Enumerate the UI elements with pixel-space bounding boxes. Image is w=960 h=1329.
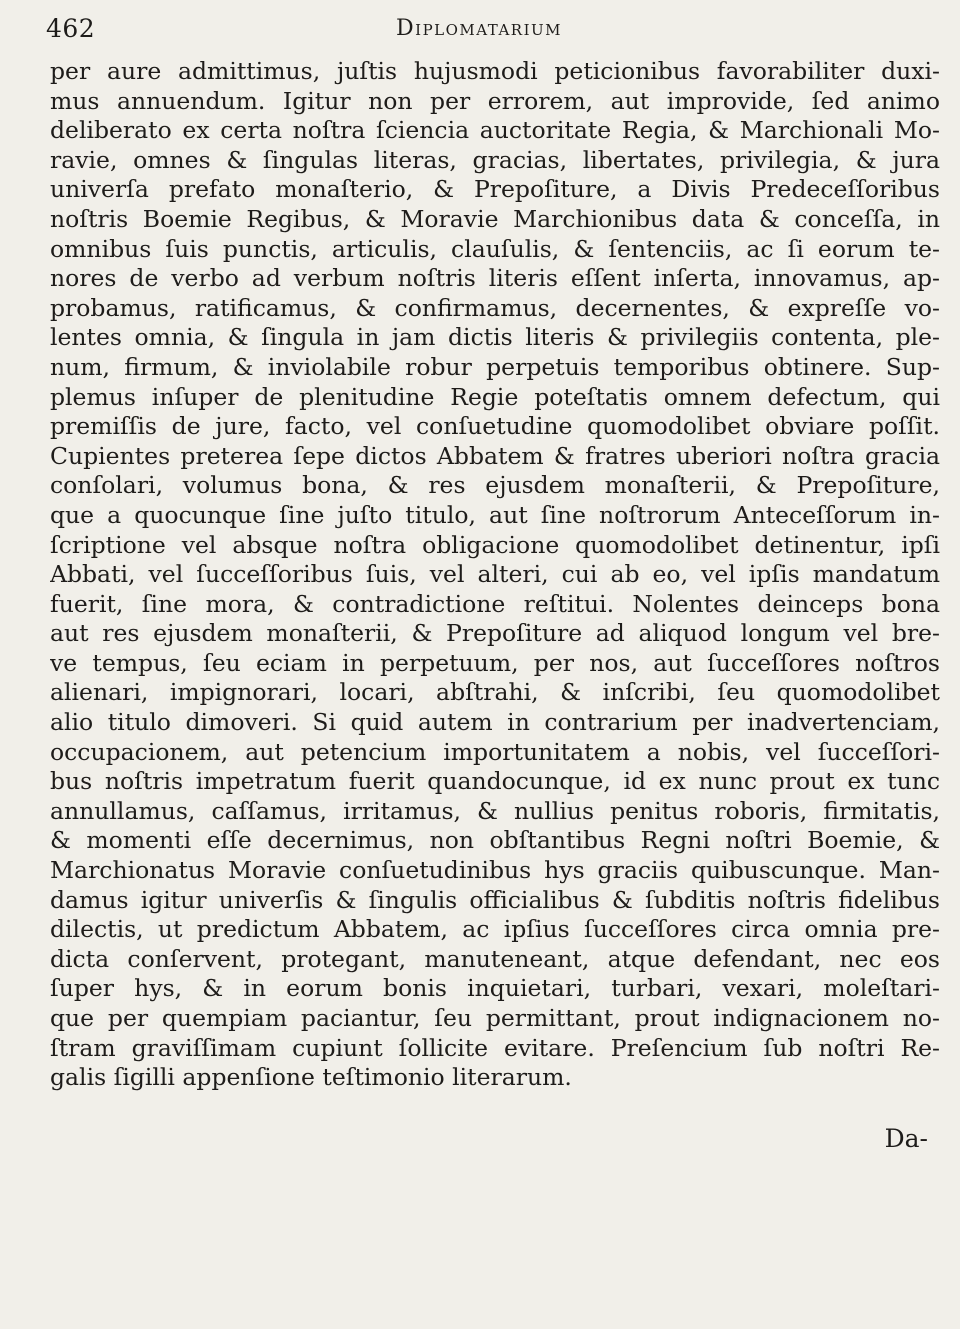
text-line: ſtram graviſſimam cupiunt ſollicite evitare. Preſencium ſub noſtri Re- [50, 1033, 940, 1062]
text-line: dicta conſervent, protegant, manuteneant, atque defendant, nec eos [50, 944, 940, 973]
text-line: damus igitur univerſis & ſingulis officialibus & ſubditis noſtris fidelibus [50, 885, 940, 914]
text-line: Abbati, vel ſucceſſoribus ſuis, vel alteri, cui ab eo, vel ipſis mandatum [50, 560, 940, 589]
text-line: probamus, ratificamus, & confirmamus, decernentes, & expreſſe vo- [50, 293, 940, 322]
text-line: que per quempiam paciantur, ſeu permittant, prout indignacionem no- [50, 1004, 940, 1032]
text-line: Cupientes preterea ſepe dictos Abbatem & fratres uberiori noſtra gracia [50, 441, 940, 470]
text-line: ve tempus, ſeu eciam in perpetuum, per nos, aut ſucceſſores noſtros [50, 648, 940, 677]
text-line: ſcriptione vel absque noſtra obligacione quomodolibet detinentur, ipſi [50, 530, 940, 559]
text-line: noſtris Boemie Regibus, & Moravie Marchionibus data & conceſſa, in [50, 204, 940, 233]
text-line: Marchionatus Moravie conſuetudinibus hys graciis quibuscunque. Man- [50, 856, 940, 885]
text-line: annullamus, caſſamus, irritamus, & nullius penitus roboris, firmitatis, [50, 796, 940, 825]
text-line: premiſſis de jure, facto, vel conſuetudine quomodolibet obviare poſſit. [50, 412, 940, 441]
text-line: mus annuendum. Igitur non per errorem, aut improvide, ſed animo [50, 86, 940, 115]
text-line: ſuper hys, & in eorum bonis inquietari, turbari, vexari, moleſtari- [50, 974, 940, 1003]
text-line: que a quocunque ſine juſto titulo, aut ſine noſtrorum Anteceſſorum in- [50, 500, 940, 529]
text-line: omnibus ſuis punctis, articulis, clauſulis, & ſentenciis, ac ſi eorum te- [50, 234, 940, 263]
text-line: alienari, impignorari, locari, abſtrahi, & inſcribi, ſeu quomodolibet [50, 678, 940, 707]
running-head: Diplomatarium [396, 16, 563, 41]
text-line: lentes omnia, & ſingula in jam dictis literis & privilegiis contenta, ple- [50, 323, 940, 352]
text-line: ravie, omnes & ſingulas literas, gracias, libertates, privilegia, & jura [50, 145, 940, 174]
text-line: galis ſigilli appenſione teſtimonio literarum. [50, 1063, 572, 1092]
text-line: alio titulo dimoveri. Si quid autem in contrarium per inadvertenciam, [50, 708, 940, 737]
text-line: dilectis, ut predictum Abbatem, ac ipſius ſucceſſores circa omnia pre- [50, 915, 940, 944]
text-line: fuerit, ſine mora, & contradictione reſtitui. Nolentes deinceps bona [50, 589, 940, 618]
text-line: per aure admittimus, juſtis hujusmodi peticionibus favorabiliter duxi- [50, 57, 940, 85]
text-line: num, firmum, & inviolabile robur perpetuis temporibus obtinere. Sup- [50, 352, 940, 381]
text-line: & momenti eſſe decernimus, non obſtantibus Regni noſtri Boemie, & [50, 826, 940, 855]
catchword: Da- [884, 1124, 928, 1153]
text-line: occupacionem, aut petencium importunitatem a nobis, vel ſucceſſori- [50, 737, 940, 766]
text-line: nores de verbo ad verbum noſtris literis eſſent inſerta, innovamus, ap- [50, 264, 940, 293]
text-line: conſolari, volumus bona, & res ejusdem monaſterii, & Prepoſiture, [50, 471, 940, 500]
text-line: plemus inſuper de plenitudine Regie poteſtatis omnem defectum, qui [50, 382, 940, 411]
body-text [50, 57, 940, 1093]
text-line: bus noſtris impetratum fuerit quandocunque, id ex nunc prout ex tunc [50, 767, 940, 796]
text-line: deliberato ex certa noſtra ſciencia auctoritate Regia, & Marchionali Mo- [50, 116, 940, 145]
page-number: 462 [46, 14, 96, 43]
text-line: aut res ejusdem monaſterii, & Prepoſiture ad aliquod longum vel bre- [50, 619, 940, 648]
text-line: univerſa prefato monaſterio, & Prepoſiture, a Divis Predeceſſoribus [50, 175, 940, 204]
